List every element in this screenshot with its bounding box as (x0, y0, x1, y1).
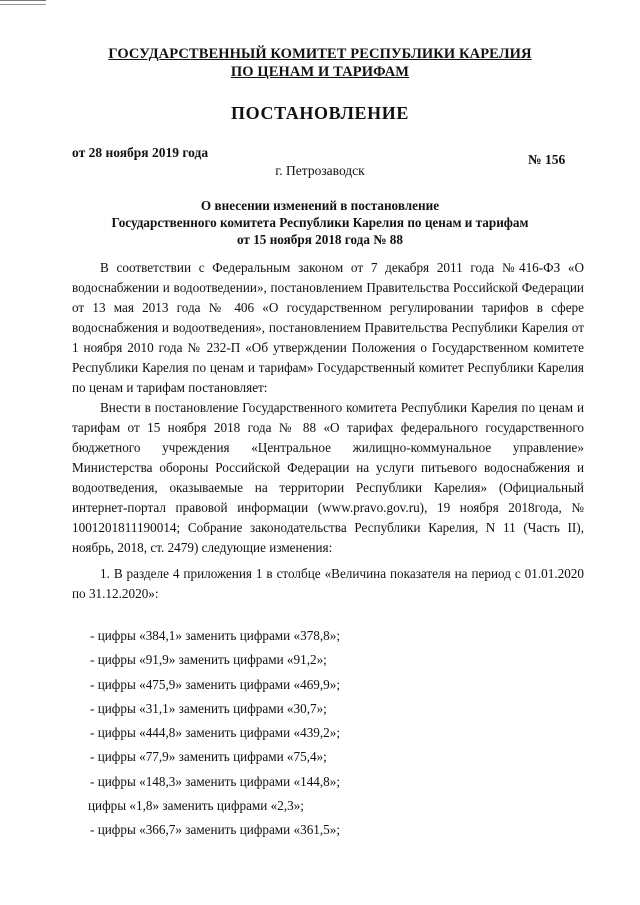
document-city: г. Петрозаводск (275, 163, 365, 178)
preamble-paragraph: В соответствии с Федеральным законом от 7 декабря 2011 года №416-ФЗ «О водоснабжении и водоотведении», постановлением Правительства Российской Федерации от 13 мая 2013 года № 406 «О государственном регулировании тарифов в сфере водоснабжения и водоотведения», постановлением Правительства Республики Карелия от 1 ноября 2010 года № 232-П «Об утверждении Положения о Государственном комитете Республики Карелия по ценам и тарифам» Государственный комитет Республики Карелия по ценам и тарифам постановляет: (72, 260, 584, 395)
changes-list (90, 624, 340, 843)
scan-corner-mark (0, 0, 46, 5)
document-number: № 156 (528, 152, 566, 167)
subject-line-2: Государственного комитета Республики Карелия по ценам и тарифам (111, 215, 529, 230)
change-line: - цифры «31,1» заменить цифрами «30,7»; (90, 700, 327, 716)
change-line: - цифры «77,9» заменить цифрами «75,4»; (90, 749, 327, 765)
change-line: - цифры «444,8» заменить цифрами «439,2»; (90, 725, 341, 741)
change-line: - цифры «91,9» заменить цифрами «91,2»; (90, 652, 327, 668)
subject-line-1: О внесении изменений в постановление (200, 198, 440, 213)
committee-name-line-1: ГОСУДАРСТВЕННЫЙ КОМИТЕТ РЕСПУБЛИКИ КАРЕЛИЯ (108, 46, 532, 62)
document-date: от 28 ноября 2019 года (72, 145, 209, 160)
document-subject (0, 197, 640, 248)
change-line: - цифры «475,9» заменить цифрами «469,9»; (90, 676, 341, 692)
change-line: - цифры «366,7» заменить цифрами «361,5»; (90, 822, 341, 838)
subject-line-3: от 15 ноября 2018 года № 88 (237, 232, 403, 247)
document-title: ПОСТАНОВЛЕНИЕ (231, 103, 409, 123)
change-line: цифры «1,8» заменить цифрами «2,3»; (88, 798, 304, 814)
item-1-paragraph: 1. В разделе 4 приложения 1 в столбце «Величина показателя на период с 01.01.2020 по 31.12.2020»: (72, 566, 584, 601)
document-body (72, 258, 584, 604)
change-line: - цифры «148,3» заменить цифрами «144,8»; (90, 773, 341, 789)
amendment-paragraph: Внести в постановление Государственного комитета Республики Карелия по ценам и тарифам от 15 ноября 2018 года № 88 «О тарифах федерального государственного бюджетного учреждения «Центральное жилищно-коммунальное управление» Министерства обороны Российской Федерации на услуги питьевого водоснабжения и водоотведения, оказываемые на территории Республики Карелия» (Официальный интернет-портал правовой информации (www.pravo.gov.ru), 19 ноября 2018года, № 1001201811190014; Собрание законодательства Республики Карелия, N 11 (Часть II), ноябрь, 2018, ст. 2479) следующие изменения: (72, 400, 584, 555)
committee-name-line-2: ПО ЦЕНАМ И ТАРИФАМ (230, 64, 410, 80)
change-line: - цифры «384,1» заменить цифрами «378,8»; (90, 628, 341, 643)
